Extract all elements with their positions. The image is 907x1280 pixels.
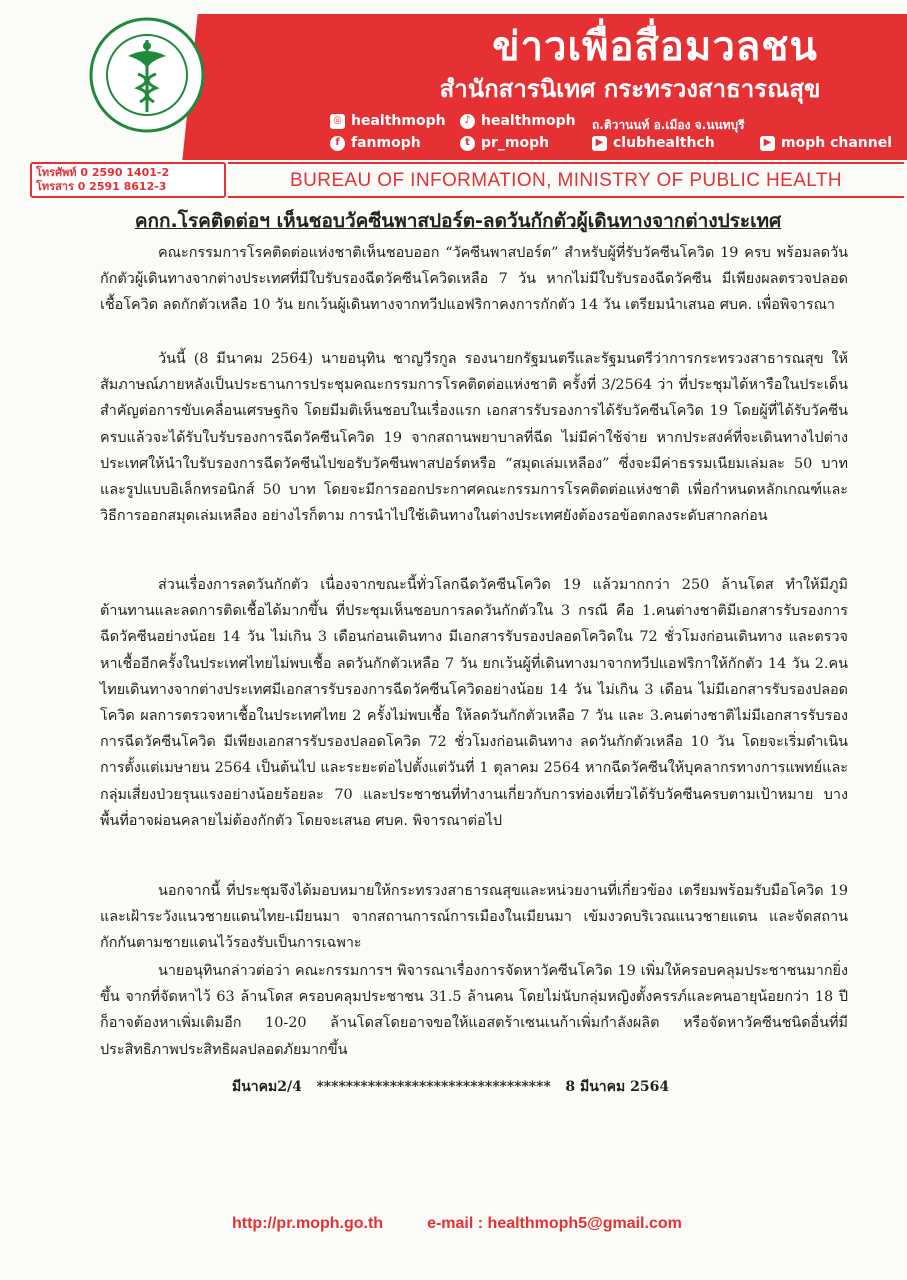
article-paragraph: นอกจากนี้ ที่ประชุมจึงได้มอบหมายให้กระทรวงสาธารณสุขและหน่วยงานที่เกี่ยวข้อง เตรียมพร้อมรับมือโควิด 19 และเฝ้าระวังแนวชายแดนไทย-เมียนมา จากสถานการณ์การเมืองในเมียนมา เข้มงวดบริเวณแนวชายแดน และจัดสถานกักกันตามชายแดนไว้รองรับเป็นการเฉพาะ [100,883,848,952]
fax-number: โทรสาร 0 2591 8612-3 [36,180,167,193]
social-facebook[interactable] [330,134,421,152]
contact-box [30,162,226,198]
instagram-icon: ◎ [330,114,345,129]
social-label: moph channel [781,135,893,151]
email-link[interactable]: e-mail : healthmoph5@gmail.com [427,1215,682,1232]
release-date: 8 มีนาคม 2564 [565,1079,670,1095]
release-number: มีนาคม2/4 [232,1079,302,1095]
phone-number: โทรศัพท์ 0 2590 1401-2 [36,166,170,179]
twitter-icon: t [460,136,475,151]
header-address: ถ.ติวานนท์ อ.เมือง จ.นนทบุรี [592,118,745,132]
social-label: pr_moph [481,135,550,151]
social-label: healthmoph [351,113,446,129]
social-instagram[interactable] [330,112,446,130]
facebook-icon: f [330,136,345,151]
social-youtube-club[interactable] [592,134,715,152]
youtube-icon: ▶ [760,136,775,151]
youtube-icon: ▶ [592,136,607,151]
article-headline: คกก.โรคติดต่อฯ เห็นชอบวัคซีนพาสปอร์ต-ลดวันกักตัวผู้เดินทางจากต่างประเทศ [134,210,782,232]
social-tiktok[interactable] [460,112,576,130]
social-label: clubhealthch [613,135,715,151]
social-label: healthmoph [481,113,576,129]
separator-stars: ******************************** [316,1079,551,1095]
tiktok-icon: ♪ [460,114,475,129]
header-title: ข่าวเพื่อสื่อมวลชน [492,24,818,70]
article-paragraph: ส่วนเรื่องการลดวันกักตัว เนื่องจากขณะนี้ทั่วโลกฉีดวัคซีนโควิด 19 แล้วมากกว่า 250 ล้านโดส ทำให้มีภูมิต้านทานและลดการติดเชื้อได้มากขึ้น ที่ประชุมเห็นชอบการลดวันกักตัวใน 3 กรณี คือ 1.คนต่างชาติมีเอกสารรับรองการฉีดวัคซีนอย่างน้อย 14 วัน ไม่เกิน 3 เดือนก่อนเดินทาง มีเอกสารรับรองปลอดโควิดใน 72 ชั่วโมงก่อนเดินทาง และตรวจหาเชื้ออีกครั้งในประเทศไทยไม่พบเชื้อ ลดวันกักตัวเหลือ 7 วัน ยกเว้นผู้ที่เดินทางมาจากทวีปแอฟริกาให้กักตัว 14 วัน 2.คนไทยเดินทางจากต่างประเทศมีเอกสารรับรองการฉีดวัคซีนโควิดอย่างน้อย 14 วัน ไม่เกิน 3 เดือน ไม่มีเอกสารรับรองปลอดโควิด ผลการตรวจหาเชื้อในประเทศไทย 2 ครั้งไม่พบเชื้อ ให้ลดวันกักตัวเหลือ 7 วัน และ 3.คนต่างชาติไม่มีเอกสารรับรองการฉีดวัคซีนโควิด มีเพียงเอกสารรับรองปลอดโควิด 72 ชั่วโมงก่อนเดินทาง ลดวันกักตัวเหลือ 10 วัน โดยจะเริ่มดำเนินการตั้งแต่เมษายน 2564 เป็นต้นไป และระยะต่อไปตั้งแต่วันที่ 1 ตุลาคม 2564 หากฉีดวัคซีนให้บุคลากรทางการแพทย์และกลุ่มเสี่ยงป่วยรุนแรงอย่างน้อยร้อยละ 70 และประชาชนที่ทำงานเกี่ยวกับการท่องเที่ยวได้รับวัคซีนครบตามเป้าหมาย บางพื้นที่อาจผ่อนคลายไม่ต้องกักตัว โดยจะเสนอ ศบค. พิจารณาต่อไป [100,577,848,829]
article-paragraph: วันนี้ (8 มีนาคม 2564) นายอนุทิน ชาญวีรกูล รองนายกรัฐมนตรีและรัฐมนตรีว่าการกระทรวงสาธารณสุข ให้สัมภาษณ์ภายหลังเป็นประธานการประชุมคณะกรรมการโรคติดต่อแห่งชาติ ครั้งที่ 3/2564 ว่า ที่ประชุมได้หารือในประเด็นสำคัญต่อการขับเคลื่อนเศรษฐกิจ โดยมีมติเห็นชอบในเรื่องแรก เอกสารรับรองการได้รับวัคซีนโควิด 19 โดยผู้ที่ได้รับวัคซีนครบแล้วจะได้รับใบรับรองการฉีดวัคซีนโควิด 19 จากสถานพยาบาลที่ฉีด ไม่มีค่าใช้จ่าย หากประสงค์ที่จะเดินทางไปต่างประเทศให้นำใบรับรองการฉีดวัคซีนไปขอรับวัคซีนพาสปอร์ตหรือ “สมุดเล่มเหลือง” ซึ่งจะมีค่าธรรมเนียมเล่มละ 50 บาท และรูปแบบอิเล็กทรอนิกส์ 50 บาท โดยจะมีการออกประกาศคณะกรรมการโรคติดต่อแห่งชาติ เพื่อกำหนดหลักเกณฑ์และวิธีการออกสมุดเล่มเหลือง อย่างไรก็ตาม การนำไปใช้เดินทางในต่างประเทศยังต้องรอข้อตกลงระดับสากลก่อน [100,351,848,525]
social-label: fanmoph [351,135,421,151]
social-youtube-channel[interactable] [760,134,892,152]
article-paragraph: คณะกรรมการโรคติดต่อแห่งชาติเห็นชอบออก “วัคซีนพาสปอร์ต” สำหรับผู้ที่รับวัคซีนโควิด 19 ครบ พร้อมลดวันกักตัวผู้เดินทางจากต่างประเทศที่มีใบรับรองฉีดวัคซีนโควิดเหลือ 7 วัน หากไม่มีใบรับรองฉีดวัคซีน มีเพียงผลตรวจปลอดเชื้อโควิด ลดกักตัวเหลือ 10 วัน ยกเว้นผู้เดินทางจากทวีปแอฟริกาคงการกักตัว 14 วัน เตรียมนำเสนอ ศบค. เพื่อพิจารณา [100,245,848,314]
footer-contact [232,1215,752,1233]
bureau-name-en: BUREAU OF INFORMATION, MINISTRY OF PUBLIC HEALTH [228,162,904,198]
ministry-logo [88,16,206,134]
social-twitter[interactable] [460,134,549,152]
release-reference-line [232,1076,752,1098]
website-link[interactable]: http://pr.moph.go.th [232,1215,384,1232]
header-subtitle: สำนักสารนิเทศ กระทรวงสาธารณสุข [439,75,821,103]
article-paragraph: นายอนุทินกล่าวต่อว่า คณะกรรมการฯ พิจารณาเรื่องการจัดหาวัคซีนโควิด 19 เพิ่มให้ครอบคลุมประชาชนมากยิ่งขึ้น จากที่จัดหาไว้ 63 ล้านโดส ครอบคลุมประชาชน 31.5 ล้านคน โดยไม่นับกลุ่มหญิงตั้งครรภ์และคนอายุน้อยกว่า 18 ปี ก็อาจต้องหาเพิ่มเติมอีก 10-20 ล้านโดสโดยอาจขอให้แอสตร้าเซนเนก้าเพิ่มกำลังผลิต หรือจัดหาวัคซีนชนิดอื่นที่มีประสิทธิภาพประสิทธิผลปลอดภัยมากขึ้น [100,963,848,1058]
